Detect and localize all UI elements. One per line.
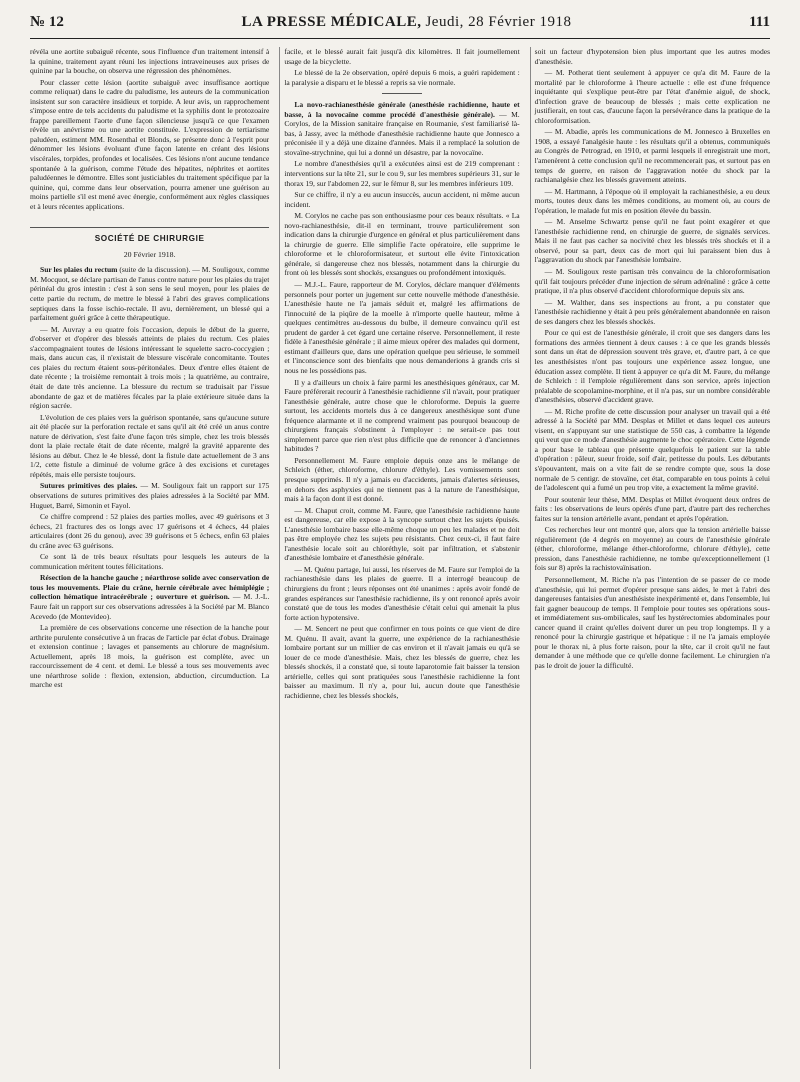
paragraph: Le nombre d'anesthésies qu'il a exécutées ainsi est de 219 comprenant : interventions sur la tête 21, sur le cou 9, sur les membres supérieurs 31, sur le thorax 19, sur l'abdomen 22, sur le fémur 8, sur les membres inférieurs 109. [284, 159, 520, 188]
paragraph [30, 573, 269, 621]
paragraph: Personnellement, M. Riche n'a pas l'intention de se passer de ce mode d'anesthésie, qui lui permet d'opérer presque sans aides, le met à l'abri des dangereuses fantaisies d'un anesthésiste inexpérimenté et, dans l'ensemble, lui fait gagner beaucoup de temps. Il l'emploie pour toutes ses opérations sous- et immédiatement sus-ombilicales, sauf les hystérectomies abdominales pour cancer quand il craint qu'elles doivent durer un peu trop longtemps. Il y a renoncé pour la chirurgie gastrique et hépatique : il ne l'a jamais employée pour le thorax ni, à plus forte raison, pour la tête, car il croit qu'il ne faut demander à une méthode que ce qu'elle donne facilement. Le chirurgien n'a pas le droit de jouer la difficulté. [534, 574, 771, 670]
paragraph: Il y a d'ailleurs un choix à faire parmi les anesthésiques généraux, car M. Faure préférerait recourir à l'anesthésie rachidienne s'il n'avait, pour pratiquer l'anesthésie générale, autre chose que le chloroforme. Depuis la guerre surtout, les accidents mortels dus à ce dangereux anesthésique sont d'une fréquence alarmante et il ne comprend vraiment pas pourquoi beaucoup de chirurgiens français s'obstinent à l'employer : ne serait-ce pas tout simplement parce que rien n'est plus difficile que de renoncer à d'anciennes habitudes ? [284, 377, 520, 454]
paragraph: Ces recherches leur ont montré que, alors que la tension artérielle baisse régulièrement (de 4 degrés en moyenne) au cours de l'anesthésie générale (éther, chloroforme, mélange éther-chloroforme, chlorure d'éthyle), cette pression, dans l'anesthésie rachidienne, ne tombe qu'exceptionnellement (1 fois sur 8) après la rachistovaïnisation. [534, 525, 771, 573]
paragraph: — M. Chaput croit, comme M. Faure, que l'anesthésie rachidienne haute est dangereuse, car elle expose à la syncope surtout chez les sujets épuisés. L'anesthésie lombaire basse elle-même choque un peu les malades et ne doit pas être employée chez les sujets peu résistants. Chez ceux-ci, il faut faire l'anesthésie locale soit au chloréthyle, soit par infiltration, et s'abstenir d'anesthésie lombaire et d'anesthésie générale. [284, 505, 520, 563]
column-1 [30, 47, 269, 1069]
paragraph: — M. Potherat tient seulement à appuyer ce qu'a dit M. Faure de la mortalité par le chloroforme à l'heure actuelle : elle est d'une fréquence inquiétante qui s'explique peut-être par l'état d'anémie aiguë, de shock, d'infection grave de beaucoup de blessés ; mais cette explication ne justifierait, en tout cas, d'aucune façon la persévérance dans la pratique de la chloroformisation. [534, 68, 771, 125]
paragraph-heading: Résection de la hanche gauche ; néarthrose solide avec conservation de tous les mouvements. Plaie du crâne, hernie cérébrale avec hémiplégie ; collection hématique intracérébrale ; ouverture et guérison. [30, 573, 270, 602]
paragraph: Pour classer cette lésion (aortite subaiguë avec insuffisance aortique comme reliquat) dans le cadre du paludisme, les auteurs de la communication insistent sur son caractère insidieux et torpide. A leur avis, un rapprochement s'impose entre de tels accidents du paludisme et la syphilis dont le protozoaire frappe pareillement l'aorte d'une façon silencieuse jusqu'à ce que l'examen révèle un anévrisme ou une aortite constituée. L'expression de tertiarisme paludéen, estiment MM. Rosenthal et Blonds, se présente donc à l'esprit pour dénommer les lésions évoluant d'une façon latente en créant des lésions viscérales, torpides, profondes et localisées. Ces lésions n'ont aucune tendance spontanée à la guérison, comme l'étude des hépatites, néphrites et aortites paludéennes le démontre. Elles sont justiciables du traitement spécifique par la quinine, qui, comme dans leur observation, pourra amener une guérison au moins partielle s'il est mené avec énergie, conformément aux règles classiques et à leurs récentes applications. [30, 77, 270, 211]
text-columns [30, 47, 770, 1069]
paragraph-heading: La novo-rachianesthésie générale (anesthésie rachidienne, haute et basse, à la novocaïne comme procédé d'anesthésie générale). [284, 100, 520, 119]
paragraph: Ce chiffre comprend : 52 plaies des parties molles, avec 49 guérisons et 3 échecs, 21 fractures des os longs avec 17 guérisons et 4 échecs, 44 plaies articulaires (dont 26 du genou), avec 39 guérisons et 5 échecs, enfin 63 plaies du crâne avec 63 guérisons. [30, 512, 270, 550]
paragraph: Ce sont là de très beaux résultats pour lesquels les auteurs de la communication méritent toutes félicitations. [30, 552, 270, 571]
section-heading: SOCIÉTÉ DE CHIRURGIE [30, 227, 269, 244]
paragraph: M. Corylos ne cache pas son enthousiasme pour ces beaux résultats. « La novo-rachianesthésie, dit-il en terminant, trouve particulièrement son indication dans la chirurgie d'urgence en général et plus particulièrement dans la chirurgie de guerre. Elle simplifie l'acte opératoire, elle supprime le chloroforme et le chloroformisateur, et surtout elle évite l'intoxication générale, si dangereuse chez nos blessés, notamment dans la chirurgie du front où les blessés sont shockés, exsangues ou profondément intoxiqués. [284, 211, 520, 278]
paragraph: soit un facteur d'hypotension bien plus important que les autres modes d'anesthésie. [534, 47, 771, 66]
section-date: 20 Février 1918. [123, 249, 176, 259]
journal-name: LA PRESSE MÉDICALE, [241, 14, 422, 30]
paragraph: — M. Anselme Schwartz pense qu'il ne faut point exagérer et que l'anesthésie rachidienne rend, en chirurgie de guerre, de signalés services. Mais il ne faut pas cacher sa nocivité chez les blessés très shockés et il a observé, pour sa part, deux cas de mort qui lui paraissent bien dus à l'aggravation du shock par l'anesthésie lombaire. [534, 217, 771, 265]
paragraph: — M. Quénu partage, lui aussi, les réserves de M. Faure sur l'emploi de la rachianesthésie dans les plaies de guerre. Il a interrogé beaucoup de chirurgiens du front ; leurs réponses ont été unanimes : après avoir fondé de grandes espérances sur l'anesthésie rachidienne, ils y ont renoncé après avoir constaté que de tous les modes d'anesthésie c'était celui qui amenait la plus forte action hypotensive. [284, 564, 520, 622]
paragraph: — M. Walther, dans ses inspections au front, a pu constater que l'anesthésie rachidienne y était à peu près généralement abandonnée en raison de ses dangers chez les blessés shockés. [534, 297, 771, 326]
paragraph-heading: Sutures primitives des plaies. [40, 481, 138, 491]
paragraph-text: (suite de la discussion). — M. Souligoux, comme M. Mocquot, se déclare partisan de l'anus contre nature pour les plaies du trajet périnéal du gros intestin : c'est à son sens le seul moyen, pour les plaies de cette partie du rectum, de mettre le blessé à l'abri des graves complications septiques dans la fosse ischio-rectale. Il avu, dernièrement, un blessé qui a parfaitement guéri grâce à cette thérapeutique. [30, 265, 270, 323]
paragraph: — M. Auvray a eu quatre fois l'occasion, depuis le début de la guerre, d'observer et d'opérer des blessés atteints de plaies du rectum. Ces plaies s'accompagnaient toutes de lésions intéressant le squelette sacro-coccygien ; mais, dans aucun cas, il n'existait de blessure viscérale concomitante. Toutes ces plaies du rectum étaient sous-péritonéales. Deux d'entre elles étaient de date récente ; la troisième remontait à trois mois ; la quatrième, au contraire, était de date très ancienne. La blessure du rectum se traduisait par l'issue abondante de gaz et de matières fécales par la plaie extérieure située dans la région sacrée. [30, 324, 270, 411]
paragraph: — M. Hartmann, à l'époque où il employait la rachianesthésie, a eu deux morts, toutes deux dans les mêmes conditions, au moment où, au cours de l'opération, le malade fut mis en position élevée du bassin. [534, 186, 771, 215]
column-2 [279, 47, 519, 1069]
paragraph: facile, et le blessé aurait fait jusqu'à dix kilomètres. Il fait journellement usage de la bicyclette. [284, 47, 520, 66]
divider [382, 93, 422, 94]
paragraph-heading: Sur les plaies du rectum [40, 265, 118, 275]
issue-number: № 12 [30, 14, 64, 30]
paragraph: Le blessé de la 2e observation, opéré depuis 6 mois, a guéri rapidement : la paralysie a disparu et le blessé a repris sa vie normale. [284, 68, 520, 87]
paragraph [284, 100, 519, 157]
paragraph: — M. Souligoux reste partisan très convaincu de la chloroformisation qu'il fait toujours précéder d'une injection de sérum adrénaliné : grâce à cette pratique, il n'a plus observé d'accident chloroformique depuis six ans. [534, 267, 771, 296]
paragraph: — M. Abadie, après les communications de M. Jonnesco à Bruxelles en 1908, a essayé l'analgésie haute : les résultats qu'il a obtenus, communiqués au Congrès de Petrograd, en 1910, et parmi lesquels il enregistrait une mort, l'amenèrent à cette conclusion qu'il ne recommencerait pas, et surtout pas en temps de guerre, en raison de l'aggravation notée du shock par la rachianalgésie chez les blessés gravement atteints. [534, 127, 771, 185]
issue-date: Jeudi, 28 Février 1918 [425, 14, 572, 30]
paragraph: — M. Riche profite de cette discussion pour analyser un travail qui a été adressé à la Société par MM. Desplas et Millet et dans lequel ces auteurs visent, en s'appuyant sur une statistique de 550 cas, à combattre la légende qui veut que ce mode d'anesthésie augmente le choc opératoire. Cette légende a pour base le tableau que présente quelquefois le patient sur la table d'opération : pâleur, sueur froide, soif d'air, petitesse du pouls. Les débutants s'épouvantent, mais on a vite fait de se rendre compte que, sous la dose normale de 5 centigr. de stovaïne, cet état, comparable en tous points à celui de l'adolescent qui a fumé un peu trop vite, a exactement la même gravité. [534, 406, 771, 493]
paragraph-text: — M. J.-L. Faure fait un rapport sur ces observations adressées à la Société par M. Blanco Acevedo (de Montevideo). [30, 592, 270, 621]
paragraph: La première de ces observations concerne une résection de la hanche pour arthrite purulente consécutive à un fracas de l'article par éclat d'obus. Drainage et extension continue ; lavages et pansements au chlorure de magnésium. Actuellement, après 18 mois, la guérison est complète, avec un raccourcissement de 4 cent. et demi. Le blessé a tous ses mouvements avec une néarthrose solide : flexion, extension, abduction, circumduction. La marche est [30, 623, 270, 690]
paragraph: révéla une aortite subaiguë récente, sous l'influence d'un traitement intensif à la quinine, traitement ayant réuni les injections intraveineuses aux prises de quinine par la bouche, on observa une régression des phénomènes. [30, 47, 270, 76]
running-header [30, 14, 770, 39]
paragraph: — M.J.-L. Faure, rapporteur de M. Corylos, déclare manquer d'éléments personnels pour porter un jugement sur cette nouvelle méthode d'anesthésie. L'anesthésie haute ne l'a jamais séduit et, malgré les affirmations de l'innocuité de la piqûre de la moelle à n'importe quelle hauteur, même à quelques centimètres au-dessous du bulbe, il demeure convaincu qu'il est prudent de garder à cet égard une certaine réserve. Personnellement, il reste fidèle à l'anesthésie générale ; il aime mieux opérer des malades qui dorment, estimant d'ailleurs que, dans une opération quelque peu sérieuse, le sommeil et l'inconscience sont des bienfaits que nous demanderions à grands cris si nous ne les possédions pas. [284, 280, 520, 375]
paragraph [30, 265, 269, 322]
paragraph-text: — M. Corylos, de la Mission sanitaire française en Roumanie, s'est familiarisé là-bas, à Jassy, avec la méthode d'anesthésie rachidienne haute que Jonnesco a préconisée il y a déjà une dizaine d'années. Mais il a remplacé la solution de stovaïne-strychnine, qui lui a donné un désastre, par la novocaïne. [284, 109, 520, 157]
paragraph: — M. Sencert ne peut que confirmer en tous points ce que vient de dire M. Quénu. Il avait, avant la guerre, une expérience de la rachianesthésie lombaire portant sur un millier de cas environ et il n'avait jamais eu qu'à se louer de ce mode d'anesthésie. Mais, chez les blessés de guerre, chez les blessés shockés, il a constaté que, si toute laparotomie fait baisser la tension artérielle, celles qui sont pratiquées sous l'anesthésie rachidienne la font baisser au maximum. Il n'y a, pour lui, aucun doute que l'anesthésie rachidienne, chez les blessés shockés, [284, 624, 520, 700]
paragraph: Personnellement M. Faure emploie depuis onze ans le mélange de Schleich (éther, chloroforme, chlorure d'éthyle). Les vomissements sont presque supprimés. Il n'y a jamais eu d'accidents, jamais d'alertes sérieuses, en dehors des asphyxies qui ne tiennent pas à la nature de l'anesthésique, mais à la façon dont il est donné. [284, 455, 520, 504]
paragraph: L'évolution de ces plaies vers la guérison spontanée, sans qu'aucune suture ait été placée sur la perforation rectale et sans qu'il ait été créé un anus contre nature de dérivation, s'est faite d'une façon très simple, chez les trois blessés dont la plaie rectale était de date récente, malgré la gravité apparente des lésions au début. Chez le 4e blessé, dont la fistule date actuellement de 3 ans 1/2, cette fistule a diminué de volume grâce à des excisions et curetages répétés, mais elle persiste toujours. [30, 412, 270, 479]
paragraph [30, 481, 269, 510]
paragraph-text: — M. Souligoux fait un rapport sur 175 observations de sutures primitives des plaies adressées à la Société par MM. Huguet, Barré, Simonin et Fayol. [30, 481, 270, 510]
paragraph: Sur ce chiffre, il n'y a eu aucun insuccès, aucun accident, ni même aucun incident. [284, 190, 520, 209]
column-3 [530, 47, 770, 1069]
journal-title-line [242, 14, 572, 31]
paragraph: Pour ce qui est de l'anesthésie générale, il croit que ses dangers dans les formations des armées tiennent à deux causes : à ce que les grands blessés sont dans un état de dépression souvent très grave, et, d'autre part, à ce que les anesthésistes n'ont pas toujours une expérience assez longue, une éducation assez complète. Il tient à appuyer ce qu'a dit M. Faure, du mélange de Schleich : il l'emploie régulièrement dans son service, après injection préalable de scopolamine-morphine, et il n'a pas, sur un nombre considérable d'anesthésies, observé d'accident grave. [534, 328, 771, 405]
page-number: 111 [749, 14, 770, 30]
paragraph: Pour soutenir leur thèse, MM. Desplas et Millet évoquent deux ordres de faits : les observations de leurs opérés d'une part, d'autre part des recherches faites sur la tension artérielle avant, pendant et après l'opération. [534, 494, 771, 523]
